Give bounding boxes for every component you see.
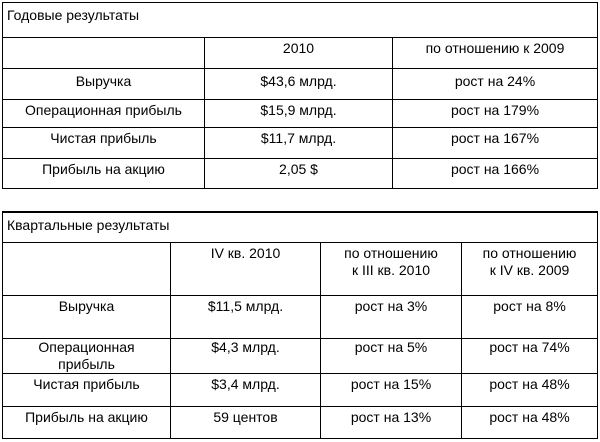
- row-yoy: рост на 48%: [462, 373, 598, 406]
- row-change: рост на 167%: [393, 128, 598, 159]
- table-row: [3, 338, 598, 373]
- table-row: [3, 373, 598, 406]
- quarterly-header-empty: [3, 242, 171, 295]
- quarterly-header-yoy: [462, 242, 598, 295]
- row-change: рост на 166%: [393, 159, 598, 189]
- row-change: рост на 24%: [393, 69, 598, 100]
- table-row: [3, 406, 598, 438]
- row-yoy: рост на 48%: [462, 406, 598, 438]
- annual-header-change: по отношению к 2009: [393, 38, 598, 69]
- row-label: Выручка: [3, 69, 205, 100]
- label-line: прибыль: [58, 355, 115, 372]
- row-value: 2,05 $: [205, 159, 393, 189]
- row-yoy: рост на 8%: [462, 295, 598, 338]
- table-row: [3, 100, 598, 128]
- row-qoq: рост на 5%: [321, 338, 462, 373]
- row-label: Чистая прибыль: [3, 128, 205, 159]
- row-value: $15,9 млрд.: [205, 100, 393, 128]
- annual-header-empty: [3, 38, 205, 69]
- quarterly-title: Квартальные результаты: [3, 212, 598, 242]
- row-value: $43,6 млрд.: [205, 69, 393, 100]
- row-label: [3, 338, 171, 373]
- header-line: по отношению: [482, 244, 577, 261]
- label-line: Операционная: [38, 338, 135, 355]
- quarterly-header-qoq: [321, 242, 462, 295]
- row-value: $11,7 млрд.: [205, 128, 393, 159]
- table-row: [3, 159, 598, 189]
- row-label: Прибыль на акцию: [3, 406, 171, 438]
- header-line: по отношению: [344, 244, 438, 261]
- row-qoq: рост на 13%: [321, 406, 462, 438]
- row-label: Выручка: [3, 295, 171, 338]
- header-line: к III кв. 2010: [351, 261, 431, 278]
- row-label: Операционная прибыль: [3, 100, 205, 128]
- row-qoq: рост на 3%: [321, 295, 462, 338]
- row-label: Прибыль на акцию: [3, 159, 205, 189]
- table-row: [3, 295, 598, 338]
- row-change: рост на 179%: [393, 100, 598, 128]
- annual-title: Годовые результаты: [3, 3, 598, 38]
- quarterly-results-table: [2, 211, 598, 439]
- row-value: $3,4 млрд.: [171, 373, 321, 406]
- table-row: [3, 128, 598, 159]
- table-row: [3, 69, 598, 100]
- row-value: 59 центов: [171, 406, 321, 438]
- row-label: Чистая прибыль: [3, 373, 171, 406]
- annual-header-year: 2010: [205, 38, 393, 69]
- row-value: $4,3 млрд.: [171, 338, 321, 373]
- row-yoy: рост на 74%: [462, 338, 598, 373]
- row-value: $11,5 млрд.: [171, 295, 321, 338]
- header-line: к IV кв. 2009: [489, 261, 570, 278]
- quarterly-header-period: IV кв. 2010: [171, 242, 321, 295]
- annual-results-table: [2, 2, 598, 189]
- row-qoq: рост на 15%: [321, 373, 462, 406]
